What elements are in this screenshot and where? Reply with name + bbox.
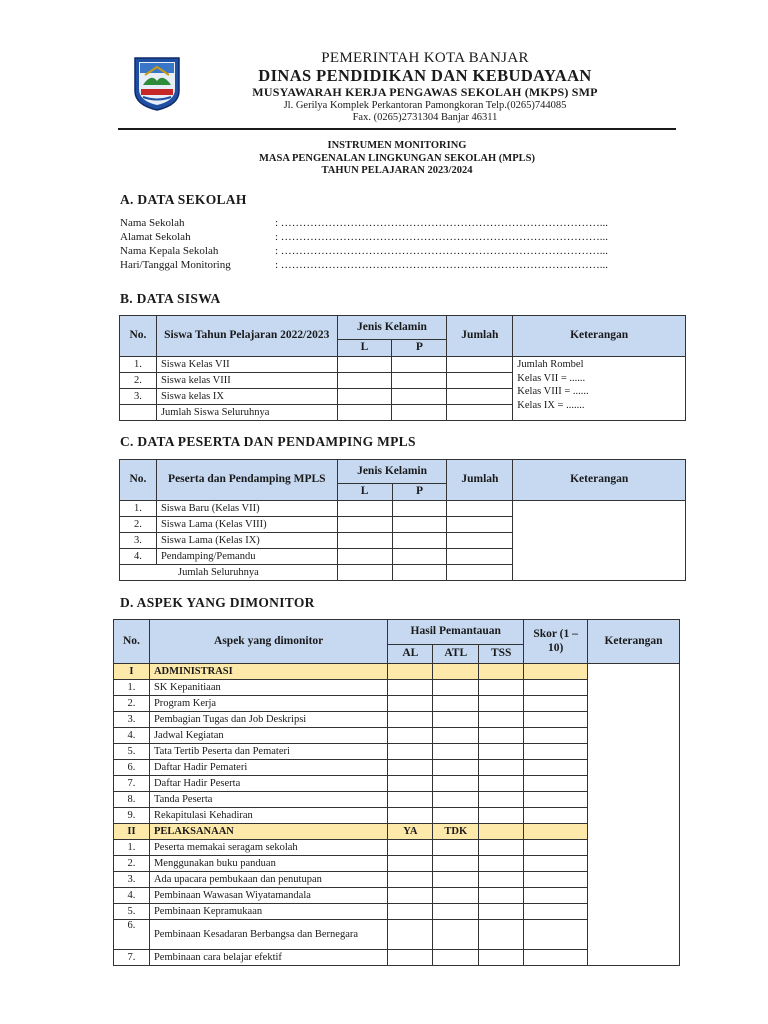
col-al: AL: [388, 645, 433, 664]
row-no: 8.: [114, 792, 150, 808]
cell-empty: [479, 950, 524, 966]
cell-p[interactable]: [392, 373, 447, 389]
row-label: SK Kepanitiaan: [149, 680, 387, 696]
cell-atl[interactable]: [433, 744, 479, 760]
cell-atl[interactable]: [433, 712, 479, 728]
cell-skor[interactable]: [524, 792, 588, 808]
cell-jumlah[interactable]: [447, 549, 513, 565]
field-nama-kepala-sekolah: [120, 244, 608, 258]
ket-line: Kelas VII = ......: [517, 372, 586, 384]
col-no: No.: [120, 460, 157, 501]
cell-p[interactable]: [392, 533, 447, 549]
row-no: 2.: [120, 517, 157, 533]
col-no: No.: [120, 316, 157, 357]
letterhead-divider: [118, 128, 676, 130]
cell-al[interactable]: [388, 792, 433, 808]
cell-empty: [479, 872, 524, 888]
col-jumlah: Jumlah: [447, 460, 513, 501]
total-label: Jumlah Seluruhnya: [120, 565, 338, 581]
row-no: 3.: [120, 389, 157, 405]
field-value[interactable]: : ……………………………………………………………………………...: [275, 259, 609, 271]
cell-empty: [479, 840, 524, 856]
field-label: Alamat Sekolah: [120, 231, 191, 243]
cell-empty: [479, 920, 524, 950]
field-nama-sekolah: [120, 216, 608, 230]
row-label: Peserta memakai seragam sekolah: [149, 840, 387, 856]
document-title: [118, 140, 676, 178]
row-no: 2.: [114, 856, 150, 872]
row-label: Tanda Peserta: [149, 792, 387, 808]
cell-jumlah[interactable]: [447, 565, 513, 581]
cell-al[interactable]: [388, 696, 433, 712]
cell-tdk[interactable]: [433, 856, 479, 872]
row-label: Daftar Hadir Pemateri: [149, 760, 387, 776]
col-jenis-kelamin: Jenis Kelamin: [337, 460, 447, 484]
col-skor: Skor (1 – 10): [524, 620, 588, 664]
section-d-heading: D. ASPEK YANG DIMONITOR: [120, 595, 315, 610]
cell-jumlah[interactable]: [447, 517, 513, 533]
title-line-3: TAHUN PELAJARAN 2023/2024: [321, 165, 473, 177]
cell-tdk[interactable]: [433, 950, 479, 966]
cell-skor[interactable]: [524, 776, 588, 792]
cell-jumlah[interactable]: [447, 501, 513, 517]
row-no: 5.: [114, 904, 150, 920]
col-tdk: TDK: [433, 824, 479, 840]
row-no: 1.: [114, 840, 150, 856]
cell-skor[interactable]: [524, 744, 588, 760]
row-label: Jadwal Kegiatan: [149, 728, 387, 744]
cell-l[interactable]: [337, 549, 392, 565]
field-value[interactable]: : ……………………………………………………………………………...: [275, 217, 609, 229]
row-no: 3.: [114, 872, 150, 888]
col-tss: TSS: [479, 645, 524, 664]
cell-tdk[interactable]: [433, 872, 479, 888]
row-label: Siswa Lama (Kelas IX): [156, 533, 337, 549]
cell-tss[interactable]: [479, 728, 524, 744]
row-no: 1.: [120, 501, 157, 517]
cell-tdk[interactable]: [433, 888, 479, 904]
cell-ya[interactable]: [388, 872, 433, 888]
col-keterangan: Keterangan: [588, 620, 680, 664]
row-label: Pembinaan Wawasan Wiyatamandala: [149, 888, 387, 904]
field-label: Nama Sekolah: [120, 217, 185, 229]
cell-atl[interactable]: [433, 792, 479, 808]
cell-skor[interactable]: [524, 728, 588, 744]
cell-skor[interactable]: [524, 712, 588, 728]
row-label: Siswa Baru (Kelas VII): [156, 501, 337, 517]
section-b-heading: B. DATA SISWA: [120, 291, 221, 306]
cell-l[interactable]: [337, 501, 392, 517]
cell-tss[interactable]: [479, 696, 524, 712]
data-siswa-table: [119, 315, 686, 421]
cell-skor[interactable]: [524, 888, 588, 904]
group-label: PELAKSANAAN: [149, 824, 387, 840]
cell-al[interactable]: [388, 776, 433, 792]
keterangan-cell: [513, 357, 686, 421]
ket-line: Kelas IX = .......: [517, 399, 585, 411]
cell-p[interactable]: [392, 501, 447, 517]
cell-al[interactable]: [388, 728, 433, 744]
cell-al[interactable]: [388, 712, 433, 728]
cell-skor[interactable]: [524, 696, 588, 712]
row-label: Tata Tertib Peserta dan Pemateri: [149, 744, 387, 760]
keterangan-cell[interactable]: [513, 501, 686, 581]
cell-tss[interactable]: [479, 808, 524, 824]
row-no: 2.: [120, 373, 157, 389]
cell-l[interactable]: [337, 357, 392, 373]
row-label: Siswa Lama (Kelas VIII): [156, 517, 337, 533]
cell-ya[interactable]: [388, 920, 433, 950]
cell-p[interactable]: [392, 549, 447, 565]
cell-tss[interactable]: [479, 760, 524, 776]
address-line: Jl. Gerilya Komplek Perkantoran Pamongkoran Telp.(0265)744085: [283, 100, 567, 112]
cell-skor[interactable]: [524, 760, 588, 776]
col-jumlah: Jumlah: [447, 316, 513, 357]
cell-p[interactable]: [392, 565, 447, 581]
row-no: 6.: [114, 920, 150, 950]
cell-tdk[interactable]: [433, 920, 479, 950]
cell-al[interactable]: [388, 744, 433, 760]
field-hari-tanggal: [120, 258, 608, 272]
cell-jumlah[interactable]: [447, 405, 513, 421]
field-label: Nama Kepala Sekolah: [120, 245, 219, 257]
cell-p[interactable]: [392, 389, 447, 405]
col-no: No.: [114, 620, 150, 664]
row-no: 9.: [114, 808, 150, 824]
row-label: Menggunakan buku panduan: [149, 856, 387, 872]
cell-atl[interactable]: [433, 760, 479, 776]
cell-skor[interactable]: [524, 840, 588, 856]
col-keterangan: Keterangan: [513, 316, 686, 357]
cell-l[interactable]: [337, 405, 392, 421]
col-ya: YA: [388, 824, 433, 840]
cell-p[interactable]: [392, 405, 447, 421]
col-keterangan: Keterangan: [513, 460, 686, 501]
cell-skor[interactable]: [524, 680, 588, 696]
cell-al[interactable]: [388, 760, 433, 776]
cell-tss[interactable]: [479, 792, 524, 808]
cell-jumlah[interactable]: [447, 357, 513, 373]
row-no: [120, 405, 157, 421]
row-no: 4.: [120, 549, 157, 565]
cell-skor[interactable]: [524, 950, 588, 966]
organization-name: MUSYAWARAH KERJA PENGAWAS SEKOLAH (MKPS) SMP: [252, 85, 598, 100]
col-peserta: Peserta dan Pendamping MPLS: [156, 460, 337, 501]
col-siswa: Siswa Tahun Pelajaran 2022/2023: [156, 316, 337, 357]
cell-l[interactable]: [337, 565, 392, 581]
group-row-administrasi: [114, 664, 680, 680]
cell-atl[interactable]: [433, 680, 479, 696]
group-label: ADMINISTRASI: [149, 664, 387, 680]
cell-ya[interactable]: [388, 888, 433, 904]
cell-skor[interactable]: [524, 920, 588, 950]
cell-p[interactable]: [392, 357, 447, 373]
cell-empty: [479, 888, 524, 904]
cell-tdk[interactable]: [433, 840, 479, 856]
row-label: Rekapitulasi Kehadiran: [149, 808, 387, 824]
cell-l[interactable]: [337, 533, 392, 549]
government-name: PEMERINTAH KOTA BANJAR: [321, 50, 529, 66]
row-label: Siswa kelas VIII: [156, 373, 337, 389]
table-row: [120, 501, 686, 517]
row-label: Siswa kelas IX: [156, 389, 337, 405]
ket-line: Jumlah Rombel: [517, 359, 584, 370]
cell-skor[interactable]: [524, 856, 588, 872]
row-no: 1.: [114, 680, 150, 696]
row-label: Pembinaan cara belajar efektif: [149, 950, 387, 966]
col-l: L: [337, 340, 392, 357]
cell-l[interactable]: [337, 373, 392, 389]
col-jenis-kelamin: Jenis Kelamin: [337, 316, 447, 340]
cell-atl[interactable]: [433, 776, 479, 792]
row-no: 6.: [114, 760, 150, 776]
cell-tss[interactable]: [479, 680, 524, 696]
title-line-2: MASA PENGENALAN LINGKUNGAN SEKOLAH (MPLS): [259, 152, 535, 164]
row-label: Pembagian Tugas dan Job Deskripsi: [149, 712, 387, 728]
cell-atl[interactable]: [433, 808, 479, 824]
cell-atl[interactable]: [433, 728, 479, 744]
row-label: Daftar Hadir Peserta: [149, 776, 387, 792]
row-no: 1.: [120, 357, 157, 373]
fax-line: Fax. (0265)2731304 Banjar 46311: [352, 112, 498, 124]
cell-tdk[interactable]: [433, 904, 479, 920]
row-no: 2.: [114, 696, 150, 712]
group-no: II: [114, 824, 150, 840]
cell-jumlah[interactable]: [447, 389, 513, 405]
cell-l[interactable]: [337, 389, 392, 405]
cell-skor[interactable]: [524, 904, 588, 920]
cell-l[interactable]: [337, 517, 392, 533]
row-label: Ada upacara pembukaan dan penutupan: [149, 872, 387, 888]
city-seal-icon: [131, 55, 183, 111]
row-no: 4.: [114, 728, 150, 744]
ket-line: Kelas VIII = ......: [517, 386, 589, 397]
row-label: Program Kerja: [149, 696, 387, 712]
row-label: Pendamping/Pemandu: [156, 549, 337, 565]
row-label: Siswa Kelas VII: [156, 357, 337, 373]
row-no: 5.: [114, 744, 150, 760]
cell-ya[interactable]: [388, 904, 433, 920]
cell-skor[interactable]: [524, 872, 588, 888]
row-no: 3.: [120, 533, 157, 549]
cell-ya[interactable]: [388, 856, 433, 872]
row-no: 4.: [114, 888, 150, 904]
col-hasil-pemantauan: Hasil Pemantauan: [388, 620, 524, 645]
data-peserta-table: [119, 459, 686, 581]
total-label: Jumlah Siswa Seluruhnya: [156, 405, 337, 421]
row-no: 3.: [114, 712, 150, 728]
field-value[interactable]: : ……………………………………………………………………………...: [275, 245, 609, 257]
row-label: Pembinaan Kesadaran Berbangsa dan Bernegara: [149, 920, 387, 950]
cell-tss[interactable]: [479, 744, 524, 760]
col-p: P: [392, 484, 447, 501]
row-no: 7.: [114, 776, 150, 792]
col-aspek: Aspek yang dimonitor: [149, 620, 387, 664]
cell-jumlah[interactable]: [447, 533, 513, 549]
field-alamat-sekolah: [120, 230, 608, 244]
col-l: L: [337, 484, 392, 501]
title-line-1: INSTRUMEN MONITORING: [327, 140, 467, 151]
cell-tss[interactable]: [479, 712, 524, 728]
cell-empty: [479, 856, 524, 872]
cell-jumlah[interactable]: [447, 373, 513, 389]
section-c-heading: C. DATA PESERTA DAN PENDAMPING MPLS: [120, 434, 416, 449]
row-label: Pembinaan Kepramukaan: [149, 904, 387, 920]
cell-skor[interactable]: [524, 808, 588, 824]
aspek-table: [113, 619, 680, 966]
office-name: DINAS PENDIDIKAN DAN KEBUDAYAAN: [258, 66, 592, 86]
cell-al[interactable]: [388, 808, 433, 824]
col-atl: ATL: [433, 645, 479, 664]
col-p: P: [392, 340, 447, 357]
field-label: Hari/Tanggal Monitoring: [120, 259, 231, 271]
keterangan-cell[interactable]: [588, 664, 680, 966]
cell-al[interactable]: [388, 680, 433, 696]
field-value[interactable]: : ……………………………………………………………………………...: [275, 231, 609, 243]
cell-ya[interactable]: [388, 950, 433, 966]
table-row: [120, 357, 686, 373]
row-no: 7.: [114, 950, 150, 966]
group-no: I: [114, 664, 150, 680]
section-a-heading: A. DATA SEKOLAH: [120, 192, 247, 207]
cell-ya[interactable]: [388, 840, 433, 856]
cell-p[interactable]: [392, 517, 447, 533]
cell-empty: [479, 904, 524, 920]
cell-atl[interactable]: [433, 696, 479, 712]
letterhead: [190, 50, 660, 124]
cell-tss[interactable]: [479, 776, 524, 792]
